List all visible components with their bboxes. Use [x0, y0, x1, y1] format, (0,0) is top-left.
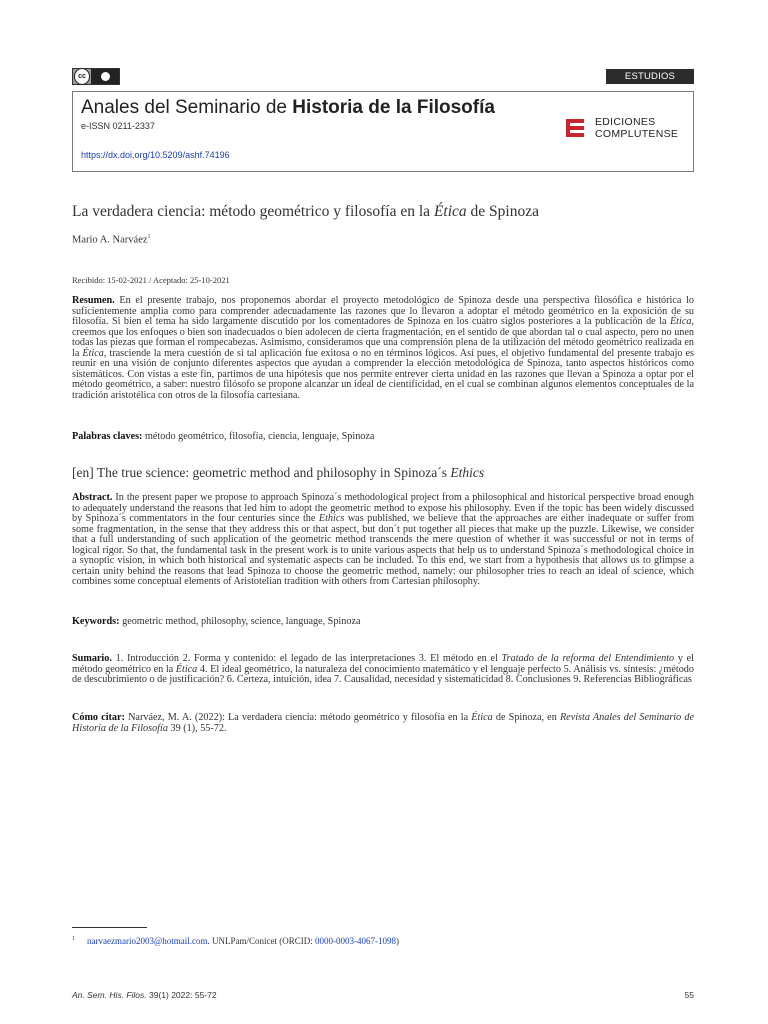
running-footer: An. Sem. His. Filos. 39(1) 2022: 55-72	[72, 990, 217, 1000]
footnote: $^1$ narvaezmario2003@hotmail.com. UNLPam/Conicet (ORCID: 0000-0003-4067-1098)	[72, 936, 399, 946]
article-title: La verdadera ciencia: método geométrico y filosofía en la Ética de Spinoza	[72, 203, 539, 220]
sumario-paragraph: Sumario. 1. Introducción 2. Forma y contenido: el legado de las interpretaciones 3. El método en el Tratado de la reforma del Entendimiento y el método geométrico en la Ética 4. El ideal geométrico, la naturaleza del conocimiento matemático y el lenguaje perfecto 5. Análisis vs. síntesis: ¿método de descubrimiento o de justificación? 6. Certeza, intuición, idea 7. Causalidad, necesidad y sistematicidad 8. Conclusiones 9. Referencias Bibliográficas	[72, 653, 694, 685]
doi-link[interactable]: https://dx.doi.org/10.5209/ashf.74196	[81, 150, 230, 160]
author-name: Mario A. Narváez$^1$	[72, 234, 151, 246]
footnote-divider	[72, 927, 147, 928]
orcid-link[interactable]: 0000-0003-4067-1098	[315, 936, 396, 946]
keywords: Keywords: geometric method, philosophy, science, language, Spinoza	[72, 616, 361, 627]
journal-issn: e-ISSN 0211-2337	[81, 121, 155, 131]
how-to-cite: Cómo citar: Narváez, M. A. (2022): La verdadera ciencia: método geométrico y filosofía en la Ética de Spinoza, en Revista Anales del Seminario de Historia de la Filosofía 39 (1), 55-72.	[72, 712, 694, 734]
abstract-paragraph: Abstract. In the present paper we propose to approach Spinoza´s methodological project from a philosophical and historical perspective broad enough to adequately understand the reasons that led him to adopt the geometric method to expose his philosophy. Even if the topic has been widely discussed by Spinoza´s commentators in the four centuries since the Ethics was published, we believe that the approaches are either inadequate or suffer from some fragmentation, in the sense that they address this or that aspect, but don´t put together all pieces that make up the puzzle. Likewise, we consider that a full understanding of such application of the geometric method transcends the mere question of whether it was successful or not in terms of logical rigor. So that, the fundamental task in the present work is to unite various aspects that help us to understand Spinoza´s methodological choice in a synoptic vision, in which both historical and systematic aspects can be included. To this end, we start from a hypothesis that allows us to glimpse a certain unity behind the reasons that lead Spinoza to choose the geometric method, namely: our philosopher tries to reach an ideal of science, which combines some conceptual elements of Aristotelian tradition with others from Cartesian philosophy.	[72, 492, 694, 587]
journal-title: Anales del Seminario de Historia de la Filosofía	[81, 97, 495, 118]
ediciones-complutense-logo-icon	[565, 118, 585, 138]
received-accepted-dates: Recibido: 15-02-2021 / Aceptado: 25-10-2021	[72, 275, 230, 285]
palabras-claves: Palabras claves: método geométrico, filosofía, ciencia, lenguaje, Spinoza	[72, 431, 375, 442]
resumen-paragraph: Resumen. En el presente trabajo, nos proponemos abordar el proyecto metodológico de Spinoza desde una perspectiva filosófica e histórica lo suficientemente amplia como para comprender adecuadamente las razones que lo llevaron a adoptar el método geométrico en la exposición de su filosofía. Si bien el tema ha sido largamente discutido por los comentadores de Spinoza en los cuatro siglos posteriores a la publicación de la Ética, creemos que los enfoques o bien son inadecuados o bien adolecen de cierta fragmentación, en el sentido de que abordan tal o cual aspecto, pero no unen todas las piezas que forman el rompecabezas. Asimismo, consideramos que una comprensión plena de la utilización del método geométrico realizada en la Ética, trasciende la mera cuestión de si tal aplicación fue exitosa o no en términos lógicos. Así pues, el objetivo fundamental del presente trabajo es reunir en una visión de conjunto diferentes aspectos que ayudan a comprender la elección metodológica de Spinoza, tanto aspectos históricos como sistemáticos. Con vistas a este fin, partimos de una hipótesis que nos permite entrever cierta unidad en las razones que llevan a Spinoza a optar por el método geométrico, a saber: nuestro filósofo se propone alcanzar un ideal de cientificidad, en el cual se combinan algunos elementos conceptuales de la tradición aristotélica con otros de la filosofía cartesiana.	[72, 295, 694, 401]
english-title: [en] The true science: geometric method and philosophy in Spinoza´s Ethics	[72, 465, 485, 480]
by-icon	[91, 69, 119, 84]
page-number: 55	[684, 990, 694, 1000]
author-email-link[interactable]: narvaezmario2003@hotmail.com	[87, 936, 208, 946]
cc-icon: cc	[74, 68, 90, 85]
section-tag: ESTUDIOS	[606, 69, 694, 84]
cc-by-license-badge[interactable]	[72, 68, 120, 85]
publisher-name: EDICIONES COMPLUTENSE	[595, 116, 679, 140]
